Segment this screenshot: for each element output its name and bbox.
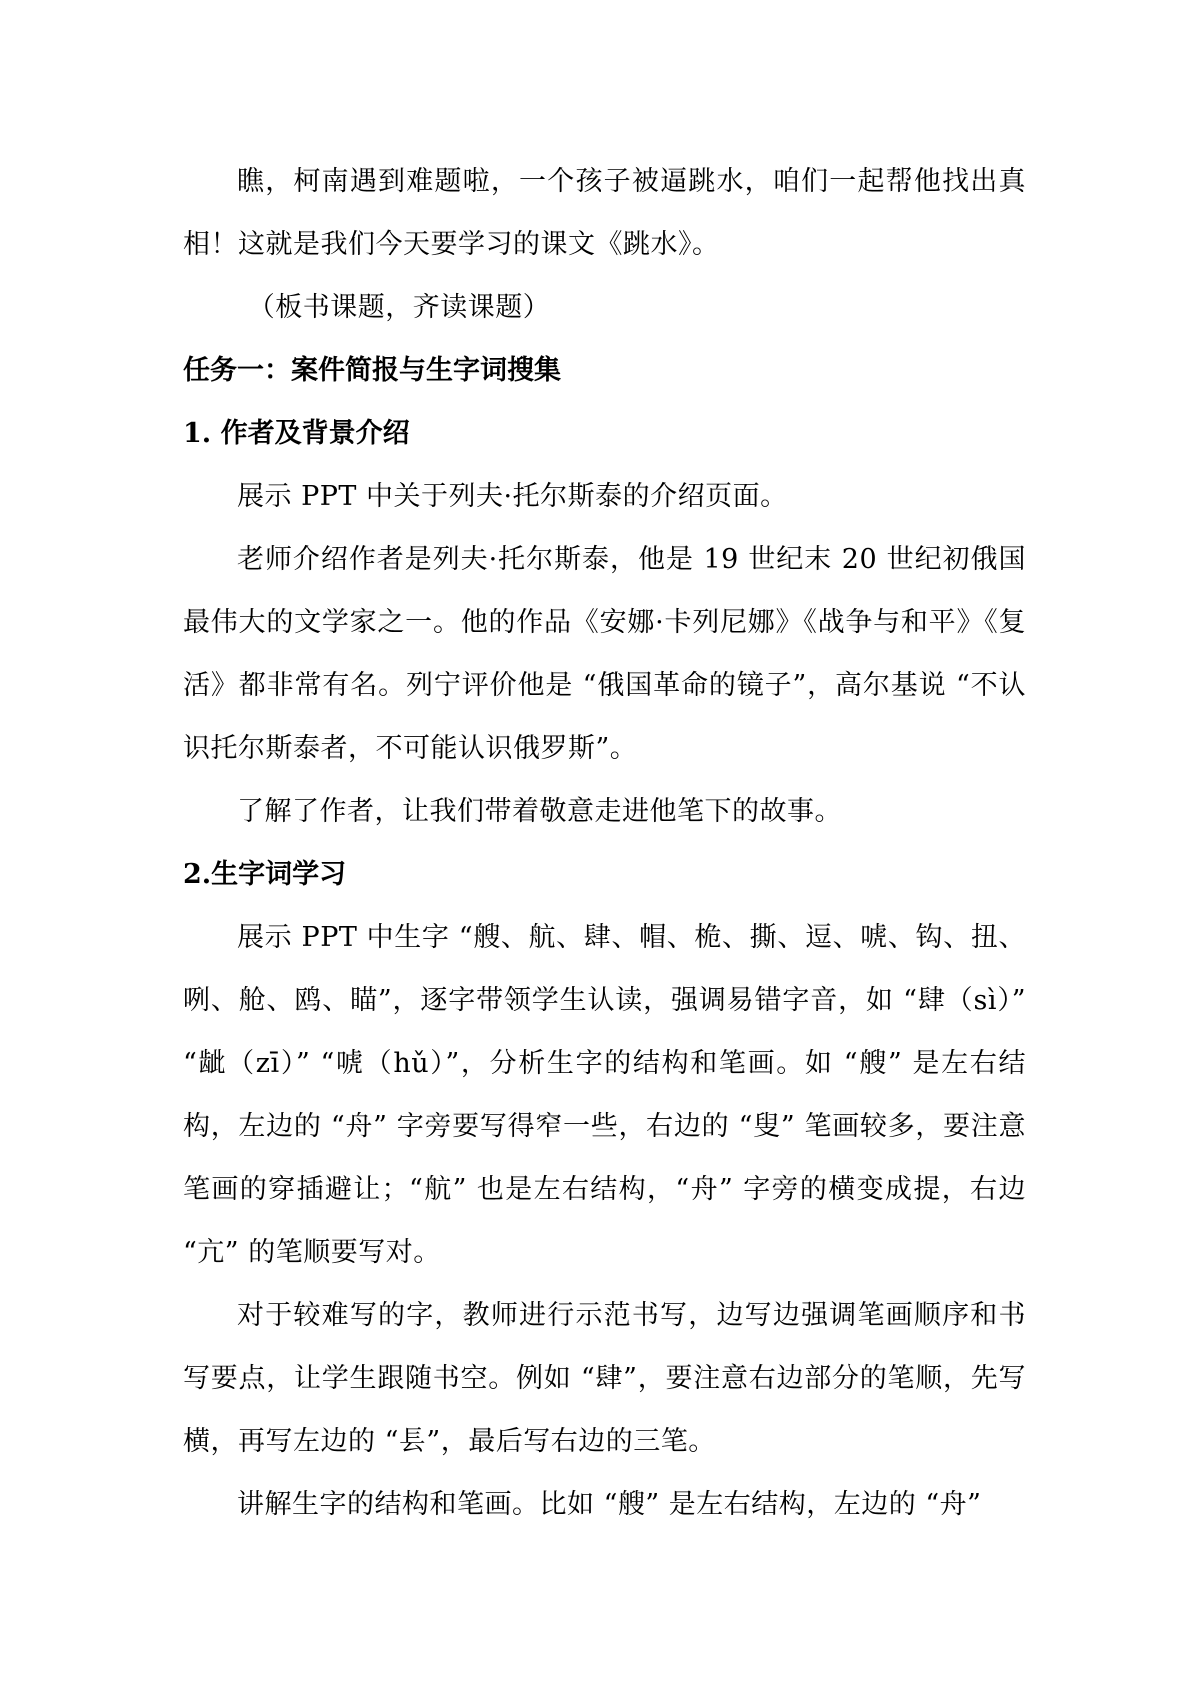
demo-writing-paragraph: 对于较难写的字，教师进行示范书写，边写边强调笔画顺序和书写要点，让学生跟随书空。例如 “肆”，要注意右边部分的笔顺，先写横，再写左边的 “镸”，最后写右边的三笔。 [183,1300,1026,1457]
author-transition-paragraph: 了解了作者，让我们带着敬意走进他笔下的故事。 [237,796,842,827]
vocabulary-paragraph: 展示 PPT 中生字 “艘、航、肆、帽、桅、撕、逗、唬、钩、扭、咧、舱、鸥、瞄”，逐字带领学生认读，强调易错字音，如 “肆（sì）” “龇（zī）” “唬（hǔ）”，分析生字的结构和笔画。如 “艘” 是左右结构，左边的 “舟” 字旁要写得窄一些，右边的 “叟” 笔画较多，要注意笔画的穿插避让；“航” 也是左右结构，“舟” 字旁的横变成提，右边 “亢” 的笔顺要写对。 [183,922,1026,1268]
document-body [183,150,1026,1536]
vocabulary-section-heading: 2.生字词学习 [183,859,347,890]
board-note-paragraph: （板书课题，齐读课题） [247,292,551,323]
author-section-heading: 1. 作者及背景介绍 [183,418,410,449]
ppt-author-paragraph: 展示 PPT 中关于列夫·托尔斯泰的介绍页面。 [237,481,788,512]
task-one-heading: 任务一：案件简报与生字词搜集 [183,355,561,386]
intro-paragraph: 瞧，柯南遇到难题啦，一个孩子被逼跳水，咱们一起帮他找出真相！这就是我们今天要学习的课文《跳水》。 [183,166,1026,260]
structure-paragraph: 讲解生字的结构和笔画。比如 “艘” 是左右结构，左边的 “舟” [237,1489,982,1520]
author-intro-paragraph: 老师介绍作者是列夫·托尔斯泰，他是 19 世纪末 20 世纪初俄国最伟大的文学家之一。他的作品《安娜·卡列尼娜》《战争与和平》《复活》都非常有名。列宁评价他是 “俄国革命的镜子”，高尔基说 “不认识托尔斯泰者，不可能认识俄罗斯”。 [183,544,1026,764]
